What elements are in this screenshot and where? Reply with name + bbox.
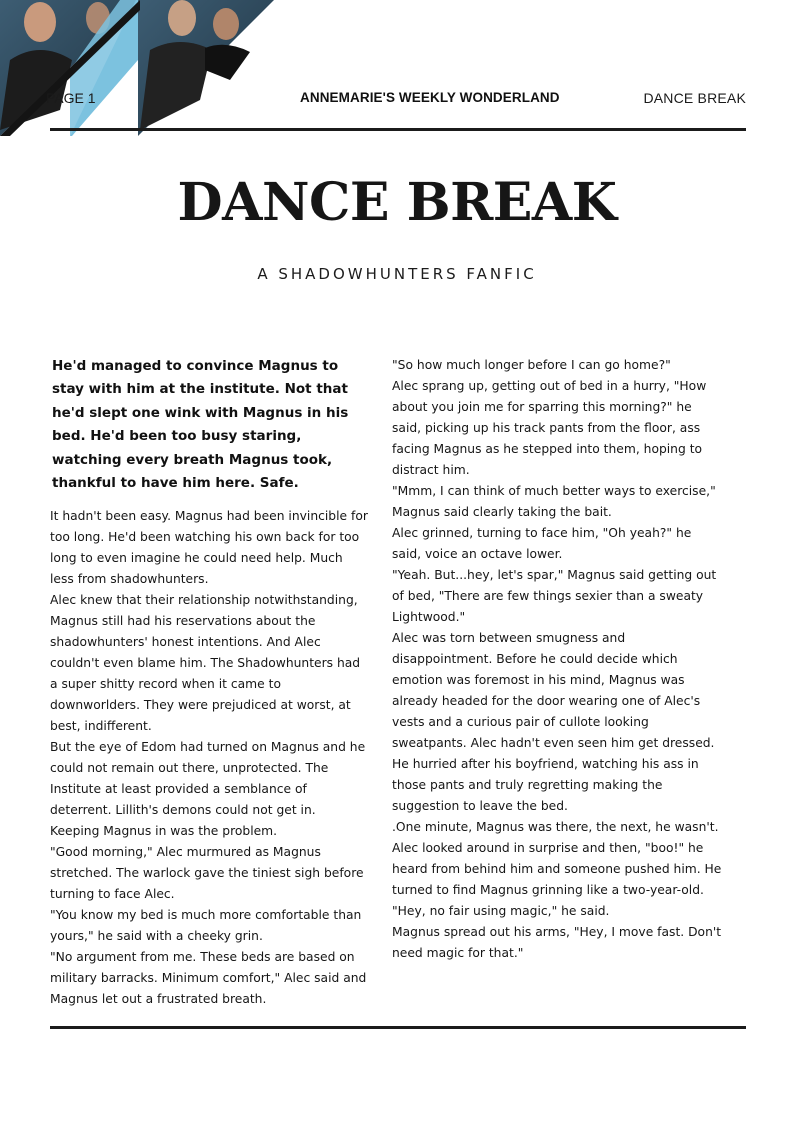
paragraph: "No argument from me. These beds are based on military barracks. Minimum comfort," Alec said and Magnus let out a frustrated breath. [50, 950, 367, 1007]
paragraph: Alec sprang up, getting out of bed in a hurry, "How about you join me for sparring this morning?" he said, picking up his track pants from the floor, ass facing Magnus as he stepped into them, hoping to distract him. [392, 379, 707, 477]
story-title: DANCE BREAK [177, 172, 617, 233]
paragraph: Alec was torn between smugness and disappointment. Before he could decide which emotion was foremost in his mind, Magnus was already headed for the door wearing one of Alec's vests and a curious pair of cullote looking sweatpants. Alec hadn't even seen him get dressed. [392, 631, 715, 750]
publication-name: ANNEMARIE'S WEEKLY WONDERLAND [300, 90, 560, 105]
page-header [0, 0, 794, 110]
paragraph: Magnus spread out his arms, "Hey, I move fast. Don't need magic for that." [392, 925, 722, 960]
paragraph: He hurried after his boyfriend, watching his ass in those pants and truly regretting making the suggestion to leave the bed. [392, 757, 699, 813]
paragraph: Keeping Magnus in was the problem. [50, 824, 278, 839]
page-number: PAGE 1 [46, 90, 96, 106]
paragraph: "You know my bed is much more comfortable than yours," he said with a cheeky grin. [50, 908, 362, 944]
paragraph: "Yeah. But...hey, let's spar," Magnus said getting out of bed, "There are few things sexier than a sweaty Lightwood." [392, 568, 717, 624]
section-name: DANCE BREAK [643, 90, 746, 106]
paragraph: Alec grinned, turning to face him, "Oh yeah?" he said, voice an octave lower. [392, 526, 692, 561]
left-column [50, 355, 368, 1010]
paragraph: But the eye of Edom had turned on Magnus and he could not remain out there, unprotected. The Institute at least provided a semblance of deterrent. Lillith's demons could not get in. [50, 740, 366, 818]
paragraph: Alec knew that their relationship notwithstanding, Magnus still had his reservations about the shadowhunters' honest intentions. And Alec couldn't even blame him. The Shadowhunters had a super shitty record when it came to downworlders. They were prejudiced at worst, at best, indifferent. [50, 593, 361, 734]
paragraph: "Good morning," Alec murmured as Magnus stretched. The warlock gave the tiniest sigh before turning to face Alec. [50, 845, 364, 902]
paragraph: "Mmm, I can think of much better ways to exercise," Magnus said clearly taking the bait. [392, 484, 716, 519]
paragraph: It hadn't been easy. Magnus had been invincible for too long. He'd been watching his own back for too long to even imagine he could need help. Much less from shadowhunters. [50, 509, 368, 587]
right-column [392, 355, 722, 964]
story-subtitle: A SHADOWHUNTERS FANFIC [257, 265, 537, 283]
lead-paragraph: He'd managed to convince Magnus to stay with him at the institute. Not that he'd slept one wink with Magnus in his bed. He'd been too busy staring, watching every breath Magnus took, thankful to have him here. Safe. [52, 358, 349, 492]
paragraph: "So how much longer before I can go home?" [392, 358, 671, 372]
top-rule [50, 128, 746, 131]
paragraph: .One minute, Magnus was there, the next, he wasn't. Alec looked around in surprise and then, "boo!" he heard from behind him and someone pushed him. He turned to find Magnus grinning like a two-year-old. [392, 820, 722, 897]
bottom-rule [50, 1026, 746, 1029]
paragraph: "Hey, no fair using magic," he said. [392, 904, 610, 918]
